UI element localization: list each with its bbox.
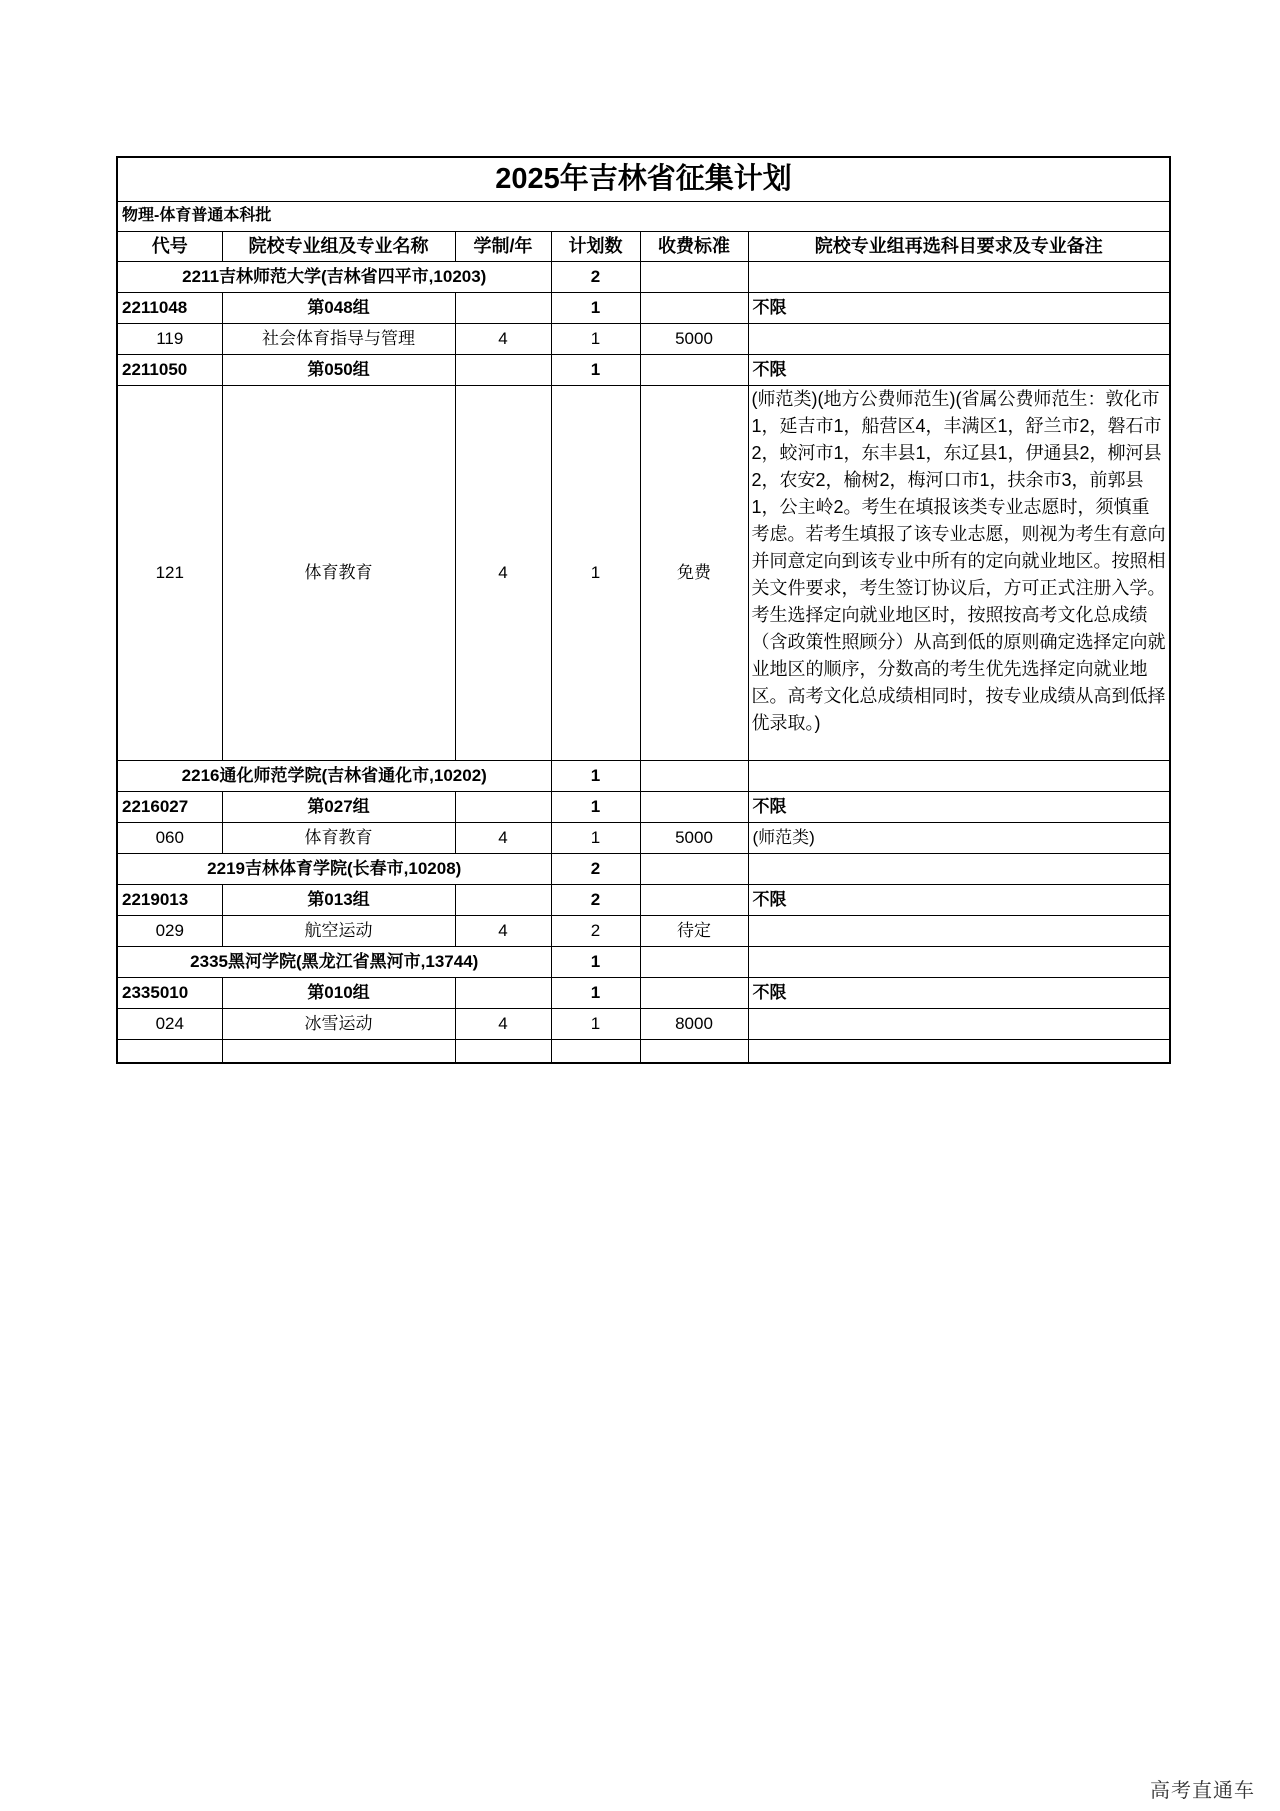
school-row <box>117 853 1170 884</box>
major-row <box>117 822 1170 853</box>
major-plan: 1 <box>551 385 640 760</box>
major-name: 航空运动 <box>222 915 455 946</box>
major-name: 冰雪运动 <box>222 1008 455 1039</box>
empty-cell <box>748 946 1170 977</box>
school-row <box>117 946 1170 977</box>
empty-row <box>117 1039 1170 1063</box>
major-fee: 8000 <box>640 1008 748 1039</box>
remark-text-box <box>752 386 1167 759</box>
enrollment-plan-table <box>116 156 1171 1064</box>
group-remark: 不限 <box>748 354 1170 385</box>
header-plan: 计划数 <box>551 231 640 261</box>
major-fee: 免费 <box>640 385 748 760</box>
group-plan: 1 <box>551 354 640 385</box>
empty-cell <box>640 1039 748 1063</box>
school-plan: 2 <box>551 853 640 884</box>
empty-cell <box>455 884 551 915</box>
major-row <box>117 1008 1170 1039</box>
major-remark <box>748 1008 1170 1039</box>
group-name: 第048组 <box>222 292 455 323</box>
subtitle-row <box>117 201 1170 231</box>
group-row <box>117 354 1170 385</box>
header-years: 学制/年 <box>455 231 551 261</box>
group-name: 第027组 <box>222 791 455 822</box>
group-remark: 不限 <box>748 884 1170 915</box>
empty-cell <box>640 261 748 292</box>
major-years: 4 <box>455 385 551 760</box>
major-row <box>117 915 1170 946</box>
header-name: 院校专业组及专业名称 <box>222 231 455 261</box>
group-name: 第013组 <box>222 884 455 915</box>
empty-cell <box>640 884 748 915</box>
school-plan: 1 <box>551 760 640 791</box>
major-row <box>117 323 1170 354</box>
empty-cell <box>640 292 748 323</box>
group-code: 2211050 <box>117 354 222 385</box>
major-code: 029 <box>117 915 222 946</box>
empty-cell <box>222 1039 455 1063</box>
empty-cell <box>640 354 748 385</box>
group-row <box>117 884 1170 915</box>
page-title: 2025年吉林省征集计划 <box>117 157 1170 201</box>
major-plan: 1 <box>551 1008 640 1039</box>
school-plan: 2 <box>551 261 640 292</box>
empty-cell <box>117 1039 222 1063</box>
empty-cell <box>748 760 1170 791</box>
empty-cell <box>748 261 1170 292</box>
major-fee: 5000 <box>640 822 748 853</box>
major-years: 4 <box>455 323 551 354</box>
group-code: 2216027 <box>117 791 222 822</box>
remark-paragraph: (师范类)(地方公费师范生)(省属公费师范生：敦化市1，延吉市1，船营区4，丰满区1，舒兰市2，磐石市2，蛟河市1，东丰县1，东辽县1，伊通县2，柳河县2，农安2，榆树2，梅河口市1，扶余市3，前郭县1，公主岭2。考生在填报该类专业志愿时，须慎重考虑。若考生填报了该专业志愿，则视为考生有意向并同意定向到该专业中所有的定向就业地区。按照相关文件要求，考生签订协议后，方可正式注册入学。 <box>751 388 1166 598</box>
empty-cell <box>748 853 1170 884</box>
group-plan: 1 <box>551 977 640 1008</box>
school-name: 2335黑河学院(黑龙江省黑河市,13744) <box>117 946 551 977</box>
major-years: 4 <box>455 822 551 853</box>
major-remark <box>748 385 1170 760</box>
major-code: 024 <box>117 1008 222 1039</box>
school-name: 2219吉林体育学院(长春市,10208) <box>117 853 551 884</box>
group-code: 2211048 <box>117 292 222 323</box>
empty-cell <box>640 760 748 791</box>
group-code: 2219013 <box>117 884 222 915</box>
group-plan: 1 <box>551 791 640 822</box>
header-remark: 院校专业组再选科目要求及专业备注 <box>748 231 1170 261</box>
empty-cell <box>640 977 748 1008</box>
major-fee: 待定 <box>640 915 748 946</box>
group-row <box>117 791 1170 822</box>
empty-cell <box>551 1039 640 1063</box>
empty-cell <box>640 946 748 977</box>
group-remark: 不限 <box>748 292 1170 323</box>
header-fee: 收费标准 <box>640 231 748 261</box>
school-plan: 1 <box>551 946 640 977</box>
group-name: 第010组 <box>222 977 455 1008</box>
empty-cell <box>455 354 551 385</box>
major-remark: (师范类) <box>748 822 1170 853</box>
group-code: 2335010 <box>117 977 222 1008</box>
group-remark: 不限 <box>748 977 1170 1008</box>
major-plan: 1 <box>551 323 640 354</box>
major-name: 体育教育 <box>222 822 455 853</box>
group-plan: 1 <box>551 292 640 323</box>
major-code: 060 <box>117 822 222 853</box>
major-name: 社会体育指导与管理 <box>222 323 455 354</box>
school-name: 2216通化师范学院(吉林省通化市,10202) <box>117 760 551 791</box>
empty-cell <box>455 292 551 323</box>
remark-paragraph: 考生选择定向就业地区时，按照按高考文化总成绩（含政策性照顾分）从高到低的原则确定选择定向就业地区的顺序，分数高的考生优先选择定向就业地区。高考文化总成绩相同时，按专业成绩从高到低择优录取。) <box>751 604 1166 733</box>
school-row <box>117 760 1170 791</box>
major-plan: 2 <box>551 915 640 946</box>
title-row <box>117 157 1170 201</box>
major-row <box>117 385 1170 760</box>
group-plan: 2 <box>551 884 640 915</box>
empty-cell <box>748 1039 1170 1063</box>
empty-cell <box>455 977 551 1008</box>
group-row <box>117 977 1170 1008</box>
major-plan: 1 <box>551 822 640 853</box>
header-row <box>117 231 1170 261</box>
group-row <box>117 292 1170 323</box>
empty-cell <box>640 853 748 884</box>
empty-cell <box>455 1039 551 1063</box>
empty-cell <box>640 791 748 822</box>
batch-subtitle: 物理-体育普通本科批 <box>117 201 1170 231</box>
school-name: 2211吉林师范大学(吉林省四平市,10203) <box>117 261 551 292</box>
major-fee: 5000 <box>640 323 748 354</box>
major-years: 4 <box>455 1008 551 1039</box>
watermark-text: 高考直通车 <box>1150 1780 1255 1802</box>
group-name: 第050组 <box>222 354 455 385</box>
major-remark <box>748 915 1170 946</box>
school-row <box>117 261 1170 292</box>
empty-cell <box>455 791 551 822</box>
major-code: 121 <box>117 385 222 760</box>
major-code: 119 <box>117 323 222 354</box>
group-remark: 不限 <box>748 791 1170 822</box>
major-name: 体育教育 <box>222 385 455 760</box>
major-years: 4 <box>455 915 551 946</box>
major-remark <box>748 323 1170 354</box>
header-code: 代号 <box>117 231 222 261</box>
